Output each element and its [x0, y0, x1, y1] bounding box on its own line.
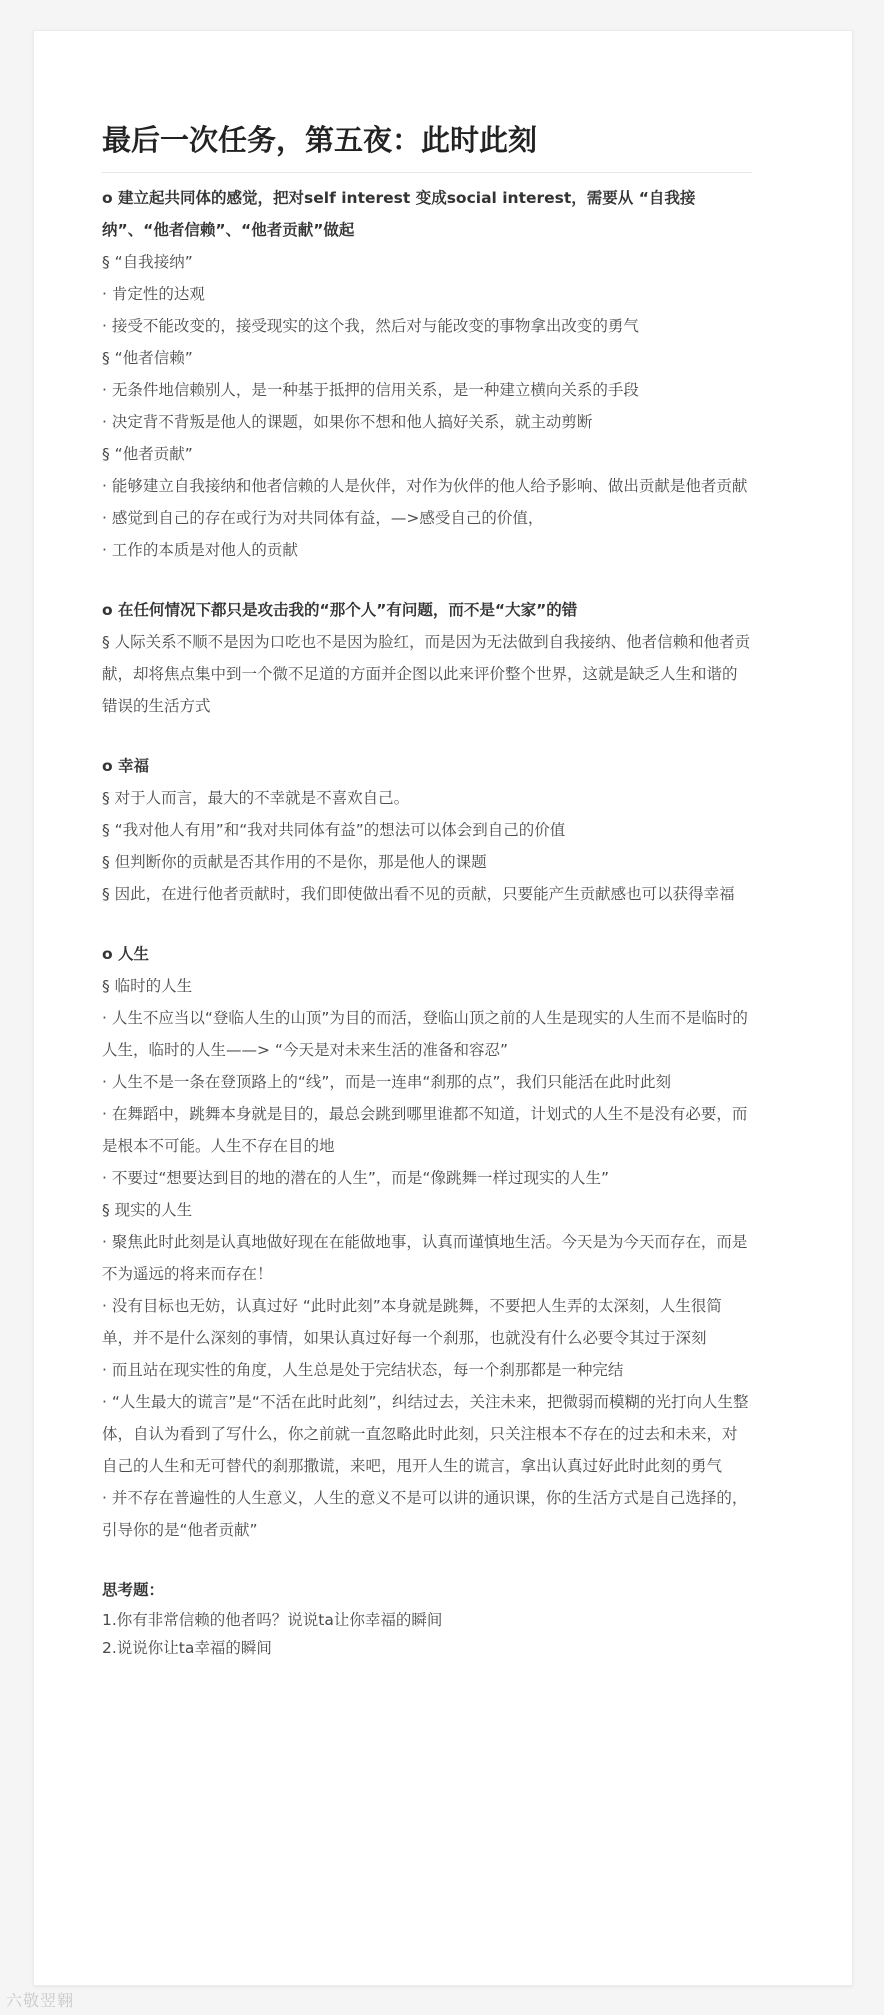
paragraph-line: § “我对他人有用”和“我对共同体有益”的想法可以体会到自己的价值	[102, 821, 566, 839]
paragraph-line: § “他者贡献”	[102, 445, 193, 463]
paragraph-line: § 对于人而言，最大的不幸就是不喜欢自己。	[102, 789, 410, 807]
paragraph-line: § “自我接纳”	[102, 253, 193, 271]
section-heading: o 在任何情况下都只是攻击我的“那个人”有问题，而不是“大家”的错	[102, 601, 578, 619]
section-spacer	[102, 722, 752, 750]
paragraph-line: § 现实的人生	[102, 1201, 193, 1219]
paragraph-line: · “人生最大的谎言”是“不活在此时此刻”，纠结过去，关注未来，把微弱而模糊的光打向人生整体，自认为看到了写什么，你之前就一直忽略此时此刻，只关注根本不存在的过去和未来，对自己的人生和无可替代的刹那撒谎，来吧，甩开人生的谎言，拿出认真过好此时此刻的勇气	[102, 1393, 749, 1475]
paragraph-line: · 在舞蹈中，跳舞本身就是目的，最总会跳到哪里谁都不知道，计划式的人生不是没有必要，而是根本不可能。人生不存在目的地	[102, 1105, 748, 1155]
paragraph-line: · 决定背不背叛是他人的课题，如果你不想和他人搞好关系，就主动剪断	[102, 413, 593, 431]
section-heading: o 建立起共同体的感觉，把对self interest 变成social interest，需要从 “自我接纳”、“他者信赖”、“他者贡献”做起	[102, 189, 696, 239]
paragraph-line: · 能够建立自我接纳和他者信赖的人是伙伴，对作为伙伴的他人给予影响、做出贡献是他者贡献	[102, 477, 748, 495]
page-title: 最后一次任务，第五夜：此时此刻	[102, 120, 752, 173]
document-body	[102, 182, 752, 1662]
paragraph-line: § 临时的人生	[102, 977, 193, 995]
section-heading: 思考题：	[102, 1581, 165, 1599]
document-content	[102, 120, 752, 1662]
paragraph-line: · 并不存在普遍性的人生意义，人生的意义不是可以讲的通识课，你的生活方式是自己选择的，引导你的是“他者贡献”	[102, 1489, 748, 1539]
paragraph-line: · 聚焦此时此刻是认真地做好现在在能做地事，认真而谨慎地生活。今天是为今天而存在，而是不为遥远的将来而存在！	[102, 1233, 748, 1283]
section-spacer	[102, 1546, 752, 1574]
paragraph-line: · 而且站在现实性的角度，人生总是处于完结状态，每一个刹那都是一种完结	[102, 1361, 624, 1379]
paragraph-line: § 人际关系不顺不是因为口吃也不是因为脸红，而是因为无法做到自我接纳、他者信赖和他者贡献，却将焦点集中到一个微不足道的方面并企图以此来评价整个世界，这就是缺乏人生和谐的错误的生活方式	[102, 633, 751, 715]
paragraph-line: · 工作的本质是对他人的贡献	[102, 541, 298, 559]
watermark: 六敬翌翱	[6, 1991, 75, 2010]
paragraph-line: 1.你有非常信赖的他者吗？说说ta让你幸福的瞬间	[102, 1611, 443, 1629]
paragraph-line: · 接受不能改变的，接受现实的这个我，然后对与能改变的事物拿出改变的勇气	[102, 317, 639, 335]
section-heading: o 人生	[102, 945, 150, 963]
paragraph-line: · 没有目标也无妨，认真过好 “此时此刻”本身就是跳舞，不要把人生弄的太深刻，人生很简单，并不是什么深刻的事情，如果认真过好每一个刹那，也就没有什么必要令其过于深刻	[102, 1297, 722, 1347]
paragraph-line: · 人生不应当以“登临人生的山顶”为目的而活，登临山顶之前的人生是现实的人生而不是临时的人生，临时的人生——> “今天是对未来生活的准备和容忍”	[102, 1009, 748, 1059]
paragraph-line: · 肯定性的达观	[102, 285, 205, 303]
section-spacer	[102, 910, 752, 938]
paragraph-line: · 不要过“想要达到目的地的潜在的人生”，而是“像跳舞一样过现实的人生”	[102, 1169, 609, 1187]
paragraph-line: · 感觉到自己的存在或行为对共同体有益，—>感受自己的价值，	[102, 509, 544, 527]
paragraph-line: § 因此，在进行他者贡献时，我们即使做出看不见的贡献，只要能产生贡献感也可以获得幸福	[102, 885, 735, 903]
paragraph-line: 2.说说你让ta幸福的瞬间	[102, 1639, 272, 1657]
section-heading: o 幸福	[102, 757, 150, 775]
paragraph-line: · 人生不是一条在登顶路上的“线”，而是一连串“刹那的点”，我们只能活在此时此刻	[102, 1073, 671, 1091]
paragraph-line: · 无条件地信赖别人，是一种基于抵押的信用关系，是一种建立横向关系的手段	[102, 381, 639, 399]
paragraph-line: § “他者信赖”	[102, 349, 193, 367]
paragraph-line: § 但判断你的贡献是否其作用的不是你，那是他人的课题	[102, 853, 487, 871]
section-spacer	[102, 566, 752, 594]
